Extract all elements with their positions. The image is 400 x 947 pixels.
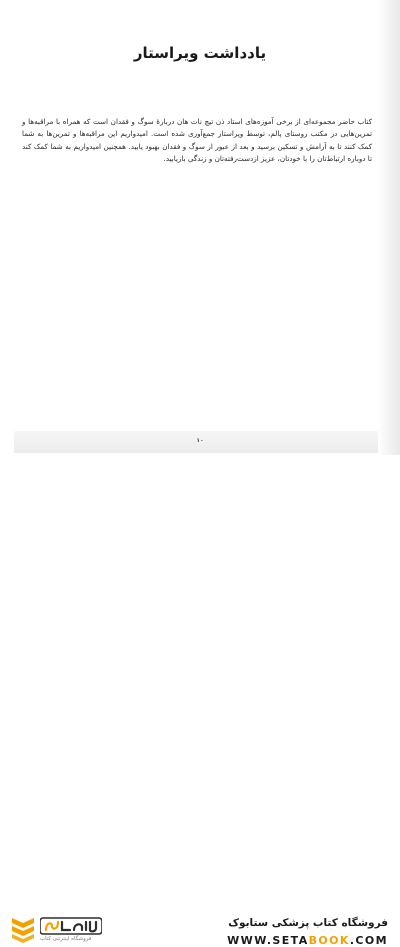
- book-stack-icon: [10, 915, 36, 943]
- paragraph: کتاب حاضر مجموعه‌ای از برخی آموزه‌های استاد ذن تیچ نات هان دربارهٔ سوگ و فقدان است که همراه با مراقبه‌ها و تمرین‌هایی در مکتب روستای پالم، توسط ویراستار جمع‌آوری شده است. امیدواریم این مراقبه‌ها و تمرین‌ها به شما کمک کنند تا به آرامش و تسکین برسید و بعد از عبور از سوگ و فقدان بهبود یابید. همچنین امیدواریم به شما کمک کند تا دوباره ارتباط‌تان را با خودتان، عزیز ازدست‌رفته‌تان و زندگی بازیابید.: [22, 117, 372, 164]
- url-suffix: .COM: [349, 934, 388, 947]
- url-accent: BOOK: [308, 934, 350, 947]
- store-logo[interactable]: [10, 915, 132, 947]
- page-edge-shadow: [378, 0, 400, 455]
- logo-tagline: فروشگاه اینترنتی کتاب: [40, 936, 92, 942]
- body-text: [22, 116, 372, 166]
- page-number: ۱۰: [196, 437, 204, 444]
- store-url-link[interactable]: [227, 934, 388, 947]
- page-title: یادداشت ویراستار: [133, 44, 267, 62]
- url-prefix: WWW.SETA: [227, 934, 309, 947]
- logo-wordmark-icon: [40, 916, 102, 936]
- store-banner: [0, 455, 400, 947]
- store-name: فروشگاه کتاب پزشکی ستابوک: [228, 917, 388, 929]
